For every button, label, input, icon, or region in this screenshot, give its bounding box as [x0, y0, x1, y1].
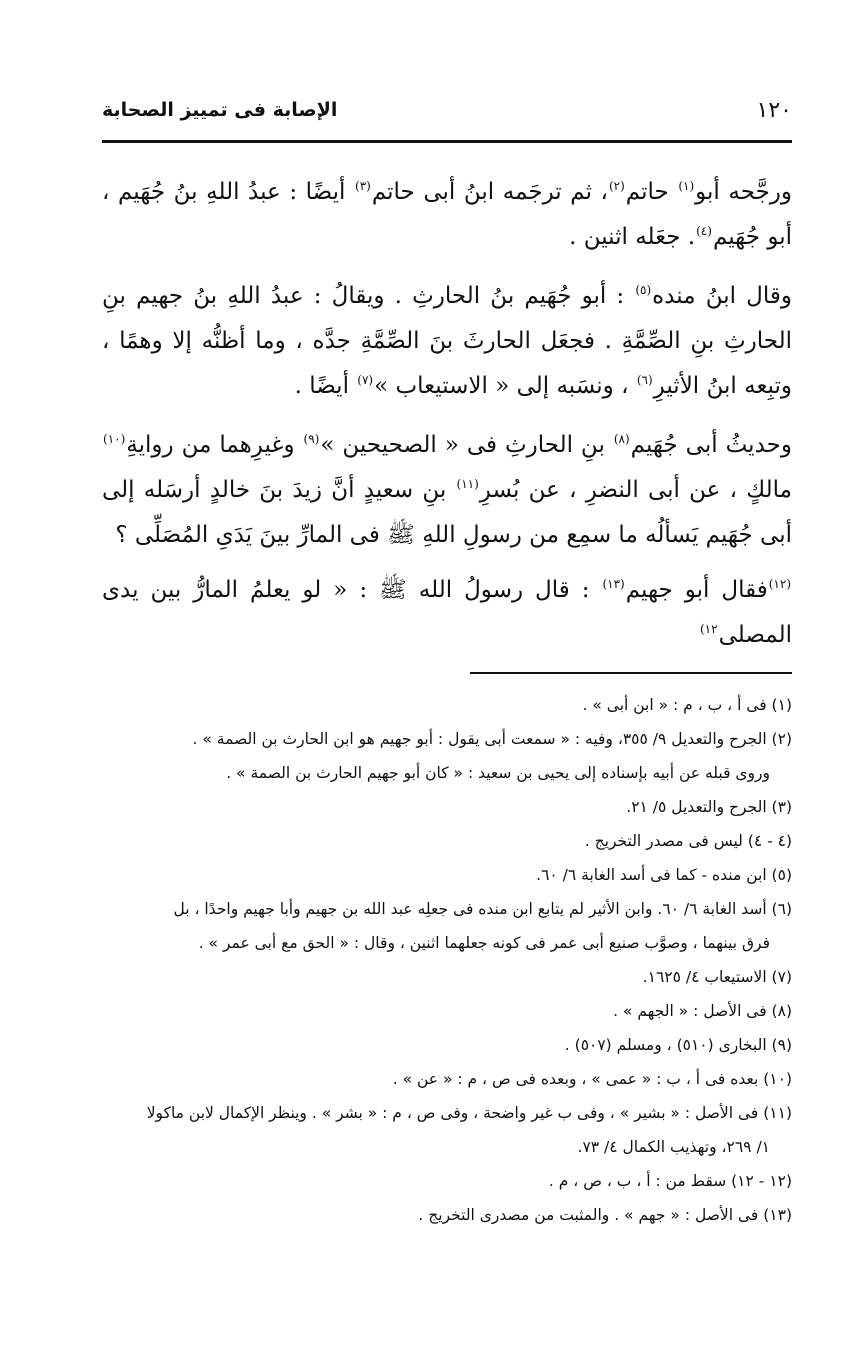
text-run: حاتم	[625, 179, 678, 205]
text-run: ، ونسَبه إلى « الاستيعاب »	[374, 373, 636, 399]
text-run: ، ثم ترجَمه ابنُ أبى حاتم	[371, 179, 608, 205]
footnote-8: (٨) فى الأصل : « الجهم » .	[613, 1002, 792, 1020]
footnote-3: (٣) الجرح والتعديل ٥/ ٢١.	[626, 798, 792, 816]
footnote-ref[interactable]: (٧)	[357, 373, 374, 388]
footnote-ref[interactable]: (١٠)	[103, 432, 126, 447]
footnotes	[102, 688, 792, 1232]
footnote-ref[interactable]: (٥)	[635, 283, 652, 298]
text-run: وقال ابنُ منده	[652, 283, 792, 309]
footnote-ref[interactable]: (٤)	[696, 224, 712, 239]
text-run: بنِ سعيدٍ أنَّ زيدَ بنَ خالدٍ أرسَله إلى أبى جُهَيم يَسألُه ما سمِع من رسولِ اللهِ ﷺ فى المارِّ بينَ يَدَىِ المُصَلِّى ؟	[102, 477, 792, 548]
footnote-ref[interactable]: (١٣)	[602, 577, 625, 592]
header-rule	[102, 140, 792, 143]
footnote-ref[interactable]: (١)	[678, 179, 695, 194]
footnote-10: (١٠) بعده فى أ ، ب : « عمى » ، وبعده فى ص ، م : « عن » .	[392, 1070, 792, 1088]
text-run: : قال رسولُ الله ﷺ : « لو يعلمُ المارُّ بين يدى المصلى	[102, 577, 792, 648]
footnote-ref[interactable]: ١٢)	[699, 622, 718, 637]
paragraph-1	[102, 170, 792, 260]
footnote-11-continuation: ١/ ٢٦٩، وتهذيب الكمال ٤/ ٧٣.	[577, 1138, 770, 1156]
text-run: مالكٍ ، عن أبى النضرِ ، عن بُسرِ	[479, 477, 792, 503]
footnote-7: (٧) الاستيعاب ٤/ ١٦٢٥.	[642, 968, 792, 986]
footnote-ref[interactable]: (١٢)	[768, 577, 791, 592]
text-run: بنِ الحارثِ فى « الصحيحين »	[320, 432, 613, 458]
footnote-ref[interactable]: (٨)	[613, 432, 630, 447]
footnote-2: (٢) الجرح والتعديل ٩/ ٣٥٥، وفيه : « سمعت أبى يقول : أبو جهيم هو ابن الحارث بن الصمة » .	[192, 730, 792, 748]
footnote-6: (٦) أسد الغابة ٦/ ٦٠. وابن الأثير لم يتابع ابن منده فى جعلِه عبد الله بن جهيم وأبا جهيم واحدًا ، بل	[173, 900, 792, 918]
footnote-ref[interactable]: (٣)	[355, 179, 371, 194]
footnote-12: (١٢ - ١٢) سقط من : أ ، ب ، ص ، م .	[548, 1172, 792, 1190]
footnote-5: (٥) ابن منده - كما فى أسد الغابة ٦/ ٦٠.	[536, 866, 792, 884]
footnote-ref[interactable]: (٩)	[303, 432, 320, 447]
paragraph-3	[102, 423, 792, 558]
page-header	[102, 92, 792, 128]
paragraph-4	[102, 568, 792, 658]
running-title: الإصابة فى تمييز الصحابة	[102, 99, 338, 121]
footnote-13: (١٣) فى الأصل : « جهم » . والمثبت من مصدرى التخريج .	[418, 1206, 792, 1224]
main-text	[102, 170, 792, 668]
text-run: أيضًا : عبدُ اللهِ بنُ جُهَيم ، أبو جُهَيم	[102, 179, 792, 250]
footnote-11: (١١) فى الأصل : « بشير » ، وفى ب غير واضحة ، وفى ص ، م : « بشر » . وينظر الإكمال لابن ماكولا	[146, 1104, 792, 1122]
text-run: ورجَّحه أبو	[695, 179, 792, 205]
footnote-1: (١) فى أ ، ب ، م : « ابن أبى » .	[582, 696, 792, 714]
footnote-ref[interactable]: (١١)	[456, 477, 479, 492]
text-run: . جعَله اثنين .	[569, 224, 696, 250]
text-run: وغيرِهما من روايةِ	[126, 432, 303, 458]
text-run: : أبو جُهَيم بنُ الحارثِ . ويقالُ : عبدُ اللهِ بنُ جهيم بنِ الحارثِ بنِ الصِّمَّةِ . فجعَل الحارثَ بنَ الصِّمَّةِ جدَّه ، وما أظنُّه إلا وهمًا ، وتبِعه ابنُ الأثيرِ	[102, 283, 792, 399]
paragraph-2	[102, 274, 792, 409]
footnote-6-continuation: فرق بينهما ، وصوَّب صنيع أبى عمر فى كونه جعلهما اثنين ، وقال : « الحق مع أبى عمر » .	[198, 934, 770, 952]
footnote-ref[interactable]: (٦)	[636, 373, 653, 388]
footnote-9: (٩) البخارى (٥١٠) ، ومسلم (٥٠٧) .	[564, 1036, 792, 1054]
footnote-2-continuation: وروى قبله عن أبيه بإسناده إلى يحيى بن سعيد : « كان أبو جهيم الحارث بن الصمة » .	[226, 764, 770, 782]
footnote-separator	[470, 672, 792, 674]
text-run: وحديثُ أبى جُهَيم	[630, 432, 792, 458]
footnote-ref[interactable]: (٢)	[608, 179, 625, 194]
text-run: أيضًا .	[294, 373, 357, 399]
text-run: فقال أبو جهيم	[625, 577, 768, 603]
footnote-4: (٤ - ٤) ليس فى مصدر التخريج .	[584, 832, 792, 850]
page-number: ١٢٠	[756, 97, 792, 123]
